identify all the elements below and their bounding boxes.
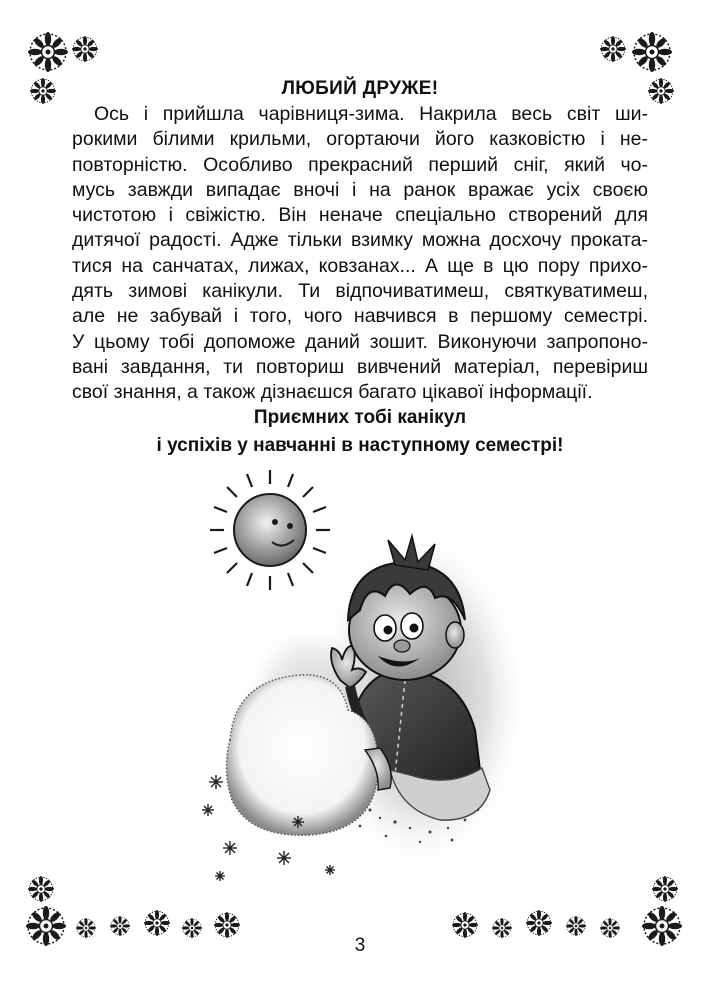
flower-ornament-icon	[28, 876, 54, 902]
paragraph-line: Ось і прийшла чарівниця-зима. Накрила весь світ ши-	[94, 103, 648, 125]
paragraph-line: У цьому тобі допоможе даний зошит. Виконуючи запропоно-	[72, 330, 648, 353]
flower-ornament-icon	[526, 910, 552, 936]
paragraph-line: рокими білими крильми, огортаючи його казковістю і не-	[72, 128, 648, 151]
flower-ornament-icon	[28, 32, 68, 72]
paragraph-line: дять зимові канікули. Ти відпочиватимеш, святкуватимеш,	[72, 280, 648, 303]
flower-ornament-icon	[566, 916, 586, 936]
paragraph-line: дитячої радості. Адже тільки взимку можна досхочу проката-	[72, 229, 648, 252]
winter-illustration	[190, 470, 530, 890]
paragraph-line: але не забувай і того, чого навчився в першому семестрі.	[72, 305, 648, 328]
holiday-wish	[0, 404, 720, 460]
paragraph-line: чистотою і свіжістю. Він неначе спеціально створений для	[72, 204, 648, 227]
flower-ornament-icon	[72, 36, 98, 62]
flower-ornament-icon	[144, 910, 170, 936]
wish-line: і успіхів у навчанні в наступному семестрі!	[156, 435, 564, 456]
paragraph-line: повторністю. Особливо прекрасний перший сніг, який чо-	[72, 153, 648, 176]
flower-ornament-icon	[652, 876, 678, 902]
sun-icon	[210, 470, 330, 590]
wish-line: Приємних тобі канікул	[253, 407, 467, 428]
intro-paragraph	[72, 102, 648, 406]
paragraph-line: свої знання, а також дізнаєшся багато цікавої інформації.	[72, 381, 593, 404]
paragraph-line: тися на санчатах, лижах, ковзанах... А ще в цю пору прихо-	[72, 254, 648, 277]
flower-ornament-icon	[600, 36, 626, 62]
flower-ornament-icon	[110, 916, 130, 936]
paragraph-line: мусь завжди випадає вночі і на ранок вражає усіх своєю	[72, 178, 648, 201]
page-number: 3	[354, 935, 366, 956]
page-title: ЛЮБИЙ ДРУЖЕ!	[281, 78, 439, 99]
paragraph-line: вані завдання, ти повториш вивчений матеріал, перевіриш	[72, 355, 648, 378]
flower-ornament-icon	[632, 32, 672, 72]
